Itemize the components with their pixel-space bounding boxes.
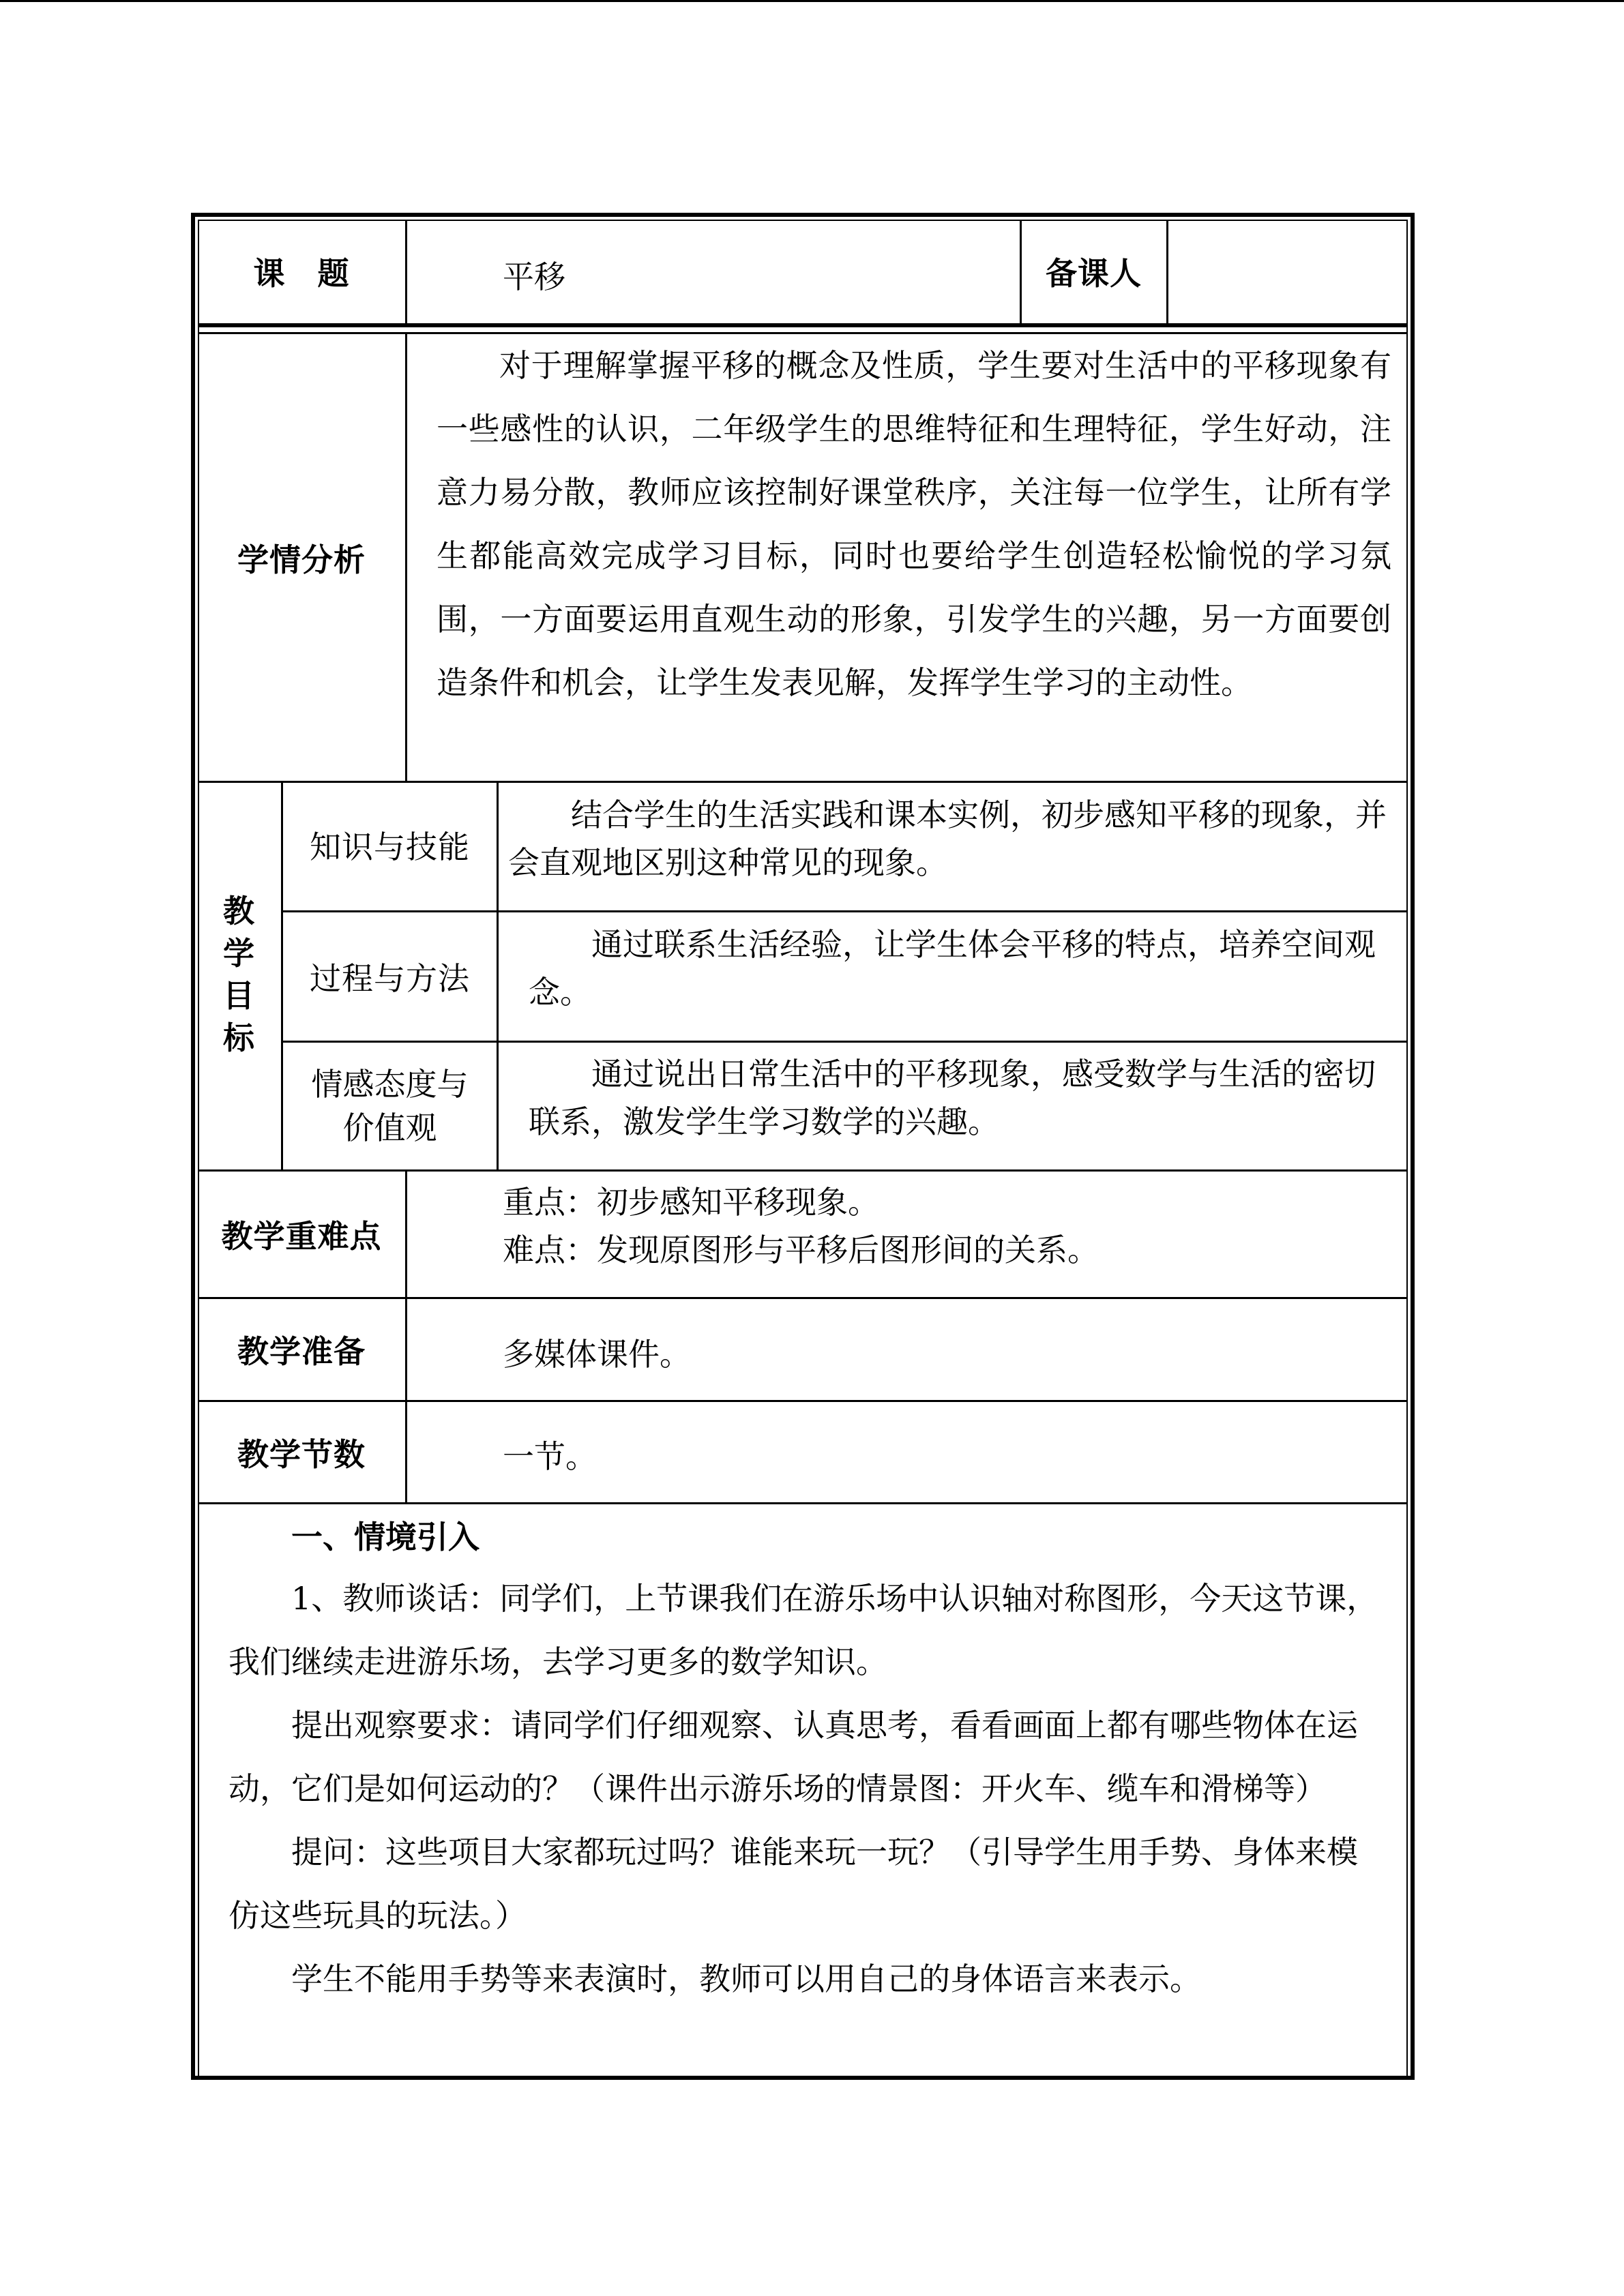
keypoints-label: 教学重难点: [221, 1218, 382, 1255]
teaching-process: [228, 1507, 1381, 2011]
process-paragraph: 提出观察要求：请同学们仔细观察、认真思考，看看画面上都有哪些物体在运动，它们是如何运动的？（课件出示游乐场的情景图：开火车、缆车和滑梯等）: [228, 1707, 1358, 1807]
process-paragraph: 学生不能用手势等来表演时，教师可以用自己的身体语言来表示。: [291, 1960, 1201, 1997]
process-paragraph: 提问：这些项目大家都玩过吗？谁能来玩一玩？（引导学生用手势、身体来模仿这些玩具的玩法。）: [228, 1834, 1358, 1934]
objective-process-text: 通过联系生活经验，让学生体会平移的特点，培养空间观念。: [529, 926, 1376, 1011]
preparation-label: 教学准备: [237, 1333, 366, 1370]
keypoints-content: [503, 1178, 1389, 1274]
divider-after-header: [198, 323, 1408, 327]
sessions-value: 一节。: [503, 1438, 597, 1475]
preparer-value: [1168, 220, 1407, 323]
objectives-vertical-label: 教 学 目 标: [223, 893, 254, 1056]
analysis-label: 学情分析: [237, 541, 366, 578]
preparation-value: 多媒体课件。: [503, 1336, 691, 1373]
page-top-rule: [0, 0, 1624, 2]
keypoint-focus: 重点：初步感知平移现象。: [503, 1184, 879, 1221]
objective-attitude-label: 情感态度与 价值观: [311, 1066, 469, 1146]
topic-label: 课 题: [253, 255, 350, 292]
analysis-text: 对于理解掌握平移的概念及性质，学生要对生活中的平移现象有一些感性的认识，二年级学生的思维特征和生理特征，学生好动，注意力易分散，教师应该控制好课堂秩序，关注每一位学生，让所有学生都能高效完成学习目标，同时也要给学生创造轻松愉悦的学习氛围，一方面要运用直观生动的形象，引发学生的兴趣，另一方面要创造条件和机会，让学生发表见解，发挥学生学习的主动性。: [437, 347, 1391, 701]
col-divider-objectives-2: [497, 781, 499, 1171]
objective-attitude-text: 通过说出日常生活中的平移现象，感受数学与生活的密切联系，激发学生学习数学的兴趣。: [529, 1056, 1376, 1140]
objective-knowledge-text: 结合学生的生活实践和课本实例，初步感知平移的现象，并会直观地区别这种常见的现象。: [508, 796, 1387, 881]
divider-after-sessions: [198, 1502, 1408, 1504]
keypoint-difficulty: 难点：发现原图形与平移后图形间的关系。: [503, 1232, 1099, 1268]
section-title: 一、情境引入: [291, 1519, 479, 1555]
col-divider-header-1: [405, 220, 407, 325]
objective-knowledge-label: 知识与技能: [310, 829, 470, 865]
col-divider-analysis: [405, 332, 407, 782]
topic-value: 平移: [503, 258, 565, 295]
process-paragraph: 1、教师谈话：同学们，上节课我们在游乐场中认识轴对称图形，今天这节课，我们继续走进游乐场，去学习更多的数学知识。: [228, 1580, 1378, 1680]
sessions-label: 教学节数: [237, 1435, 366, 1473]
col-divider-bottom: [405, 1169, 407, 1504]
objective-process-label: 过程与方法: [310, 960, 470, 997]
preparer-label: 备课人: [1046, 255, 1142, 292]
